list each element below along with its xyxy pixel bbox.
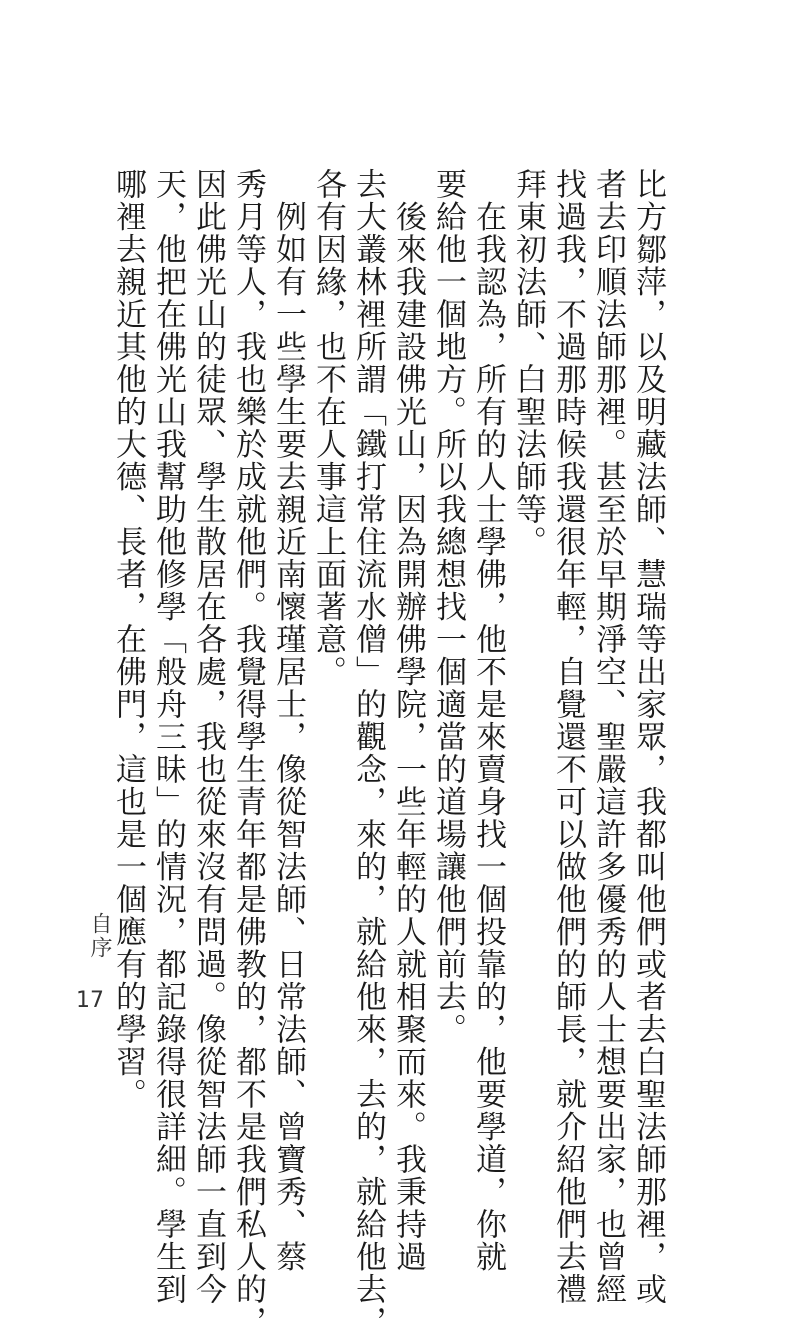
text-column: 去大叢林裡所謂「鐵打常住流水僧」的觀念，來的，就給他來，去的，就給他去， bbox=[350, 168, 386, 1338]
page-number: 17 bbox=[76, 988, 104, 1013]
text-column: 例如有一些學生要去親近南懷瑾居士，像從智法師、日常法師、曾寶秀、蔡 bbox=[270, 168, 306, 1273]
text-column: 各有因緣，也不在人事這上面著意。 bbox=[310, 168, 346, 688]
text-column: 比方鄒萍，以及明藏法師、慧瑞等出家眾，我都叫他們或者去白聖法師那裡，或 bbox=[630, 168, 666, 1306]
text-column: 找過我，不過那時候我還很年輕，自覺還不可以做他們的師長，就介紹他們去禮 bbox=[550, 168, 586, 1306]
text-column: 因此佛光山的徒眾、學生散居在各處，我也從來沒有問過。像從智法師一直到今 bbox=[190, 168, 226, 1306]
running-head: 自序 bbox=[87, 912, 112, 960]
text-column: 後來我建設佛光山，因為開辦佛學院，一些年輕的人就相聚而來。我秉持過 bbox=[390, 168, 426, 1273]
text-column: 在我認為，所有的人士學佛，他不是來賣身找一個投靠的，他要學道，你就 bbox=[470, 168, 506, 1273]
text-column: 要給他一個地方。所以我總想找一個適當的道場讓他們前去。 bbox=[430, 168, 466, 1046]
text-column: 秀月等人，我也樂於成就他們。我覺得學生青年都是佛教的，都不是我們私人的， bbox=[230, 168, 266, 1338]
text-column: 天，他把在佛光山我幫助他修學「般舟三昧」的情況，都記錄得很詳細。學生到 bbox=[150, 168, 186, 1306]
text-column: 哪裡去親近其他的大德、長者，在佛門，這也是一個應有的學習。 bbox=[110, 168, 146, 1111]
text-column: 拜東初法師、白聖法師等。 bbox=[510, 168, 546, 558]
text-column: 者去印順法師那裡。甚至於早期淨空、聖嚴這許多優秀的人士想要出家，也曾經 bbox=[590, 168, 626, 1306]
